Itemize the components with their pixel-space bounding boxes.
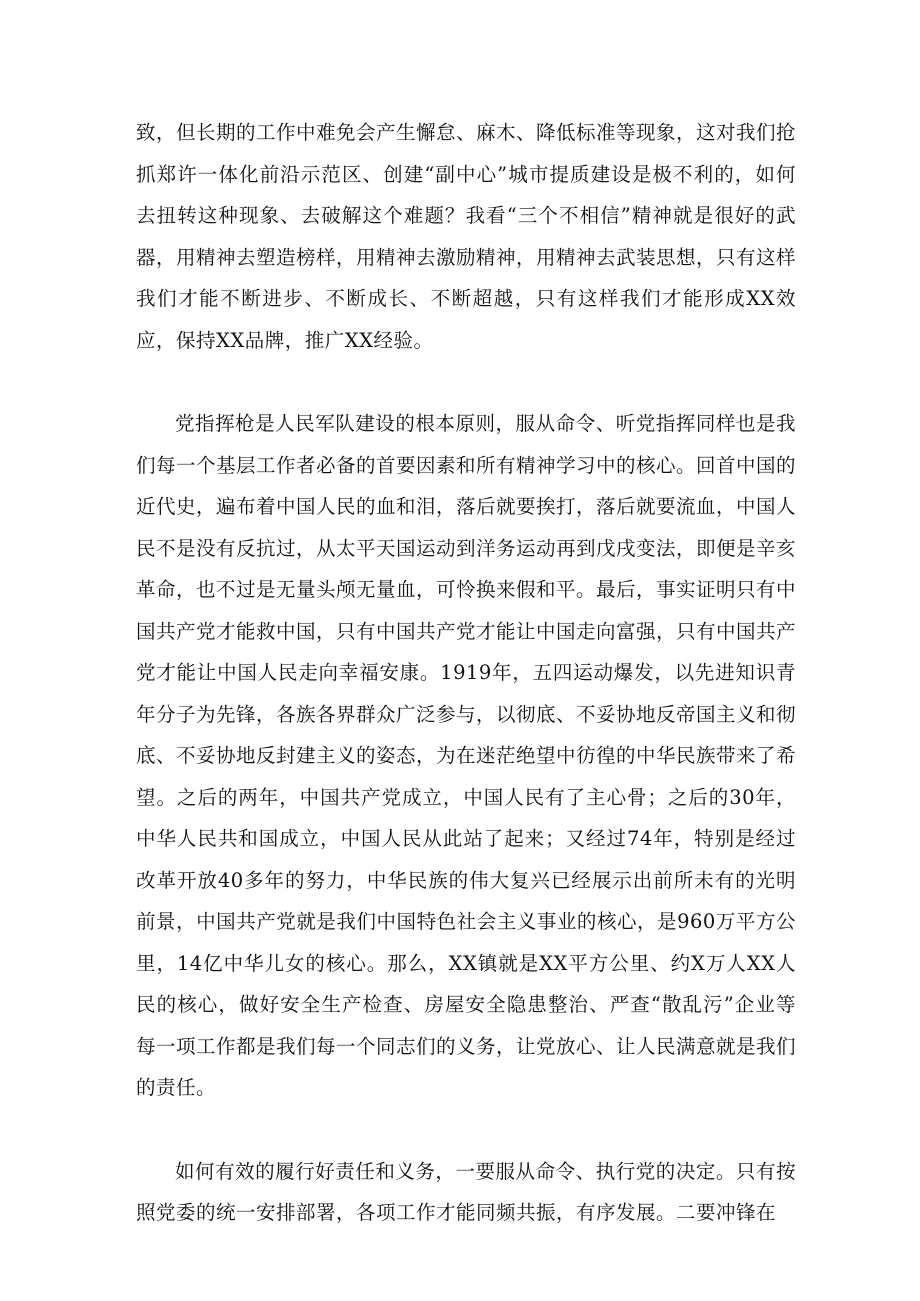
paragraph-3: 如何有效的履行好责任和义务，一要服从命令、执行党的决定。只有按照党委的统一安排部署，各项工作才能同频共振，有序发展。二要冲锋在 [136, 1159, 796, 1224]
paragraph-2: 党指挥枪是人民军队建设的根本原则，服从命令、听党指挥同样也是我们每一个基层工作者必备的首要因素和所有精神学习中的核心。回首中国的近代史，遍布着中国人民的血和泪，落后就要挨打，落后就要流血，中国人民不是没有反抗过，从太平天国运动到洋务运动再到戊戌变法，即便是辛亥革命，也不过是无量头颅无量血，可怜换来假和平。最后，事实证明只有中国共产党才能救中国，只有中国共产党才能让中国走向富强，只有中国共产党才能让中国人民走向幸福安康。1919年，五四运动爆发，以先进知识青年分子为先锋，各族各界群众广泛参与，以彻底、不妥协地反帝国主义和彻底、不妥协地反封建主义的姿态，为在迷茫绝望中彷徨的中华民族带来了希望。之后的两年，中国共产党成立，中国人民有了主心骨；之后的30年，中华人民共和国成立，中国人民从此站了起来；又经过74年，特别是经过改革开放40多年的努力，中华民族的伟大复兴已经展示出前所未有的光明前景，中国共产党就是我们中国特色社会主义事业的核心，是960万平方公里，14亿中华儿女的核心。那么，XX镇就是XX平方公里、约X万人XX人民的核心，做好安全生产检查、房屋安全隐患整治、严查“散乱污”企业等每一项工作都是我们每一个同志们的义务，让党放心、让人民满意就是我们的责任。 [136, 412, 797, 1099]
document-body [136, 112, 796, 1234]
paragraph-1: 致，但长期的工作中难免会产生懈怠、麻木、降低标准等现象，这对我们抢抓郑许一体化前沿示范区、创建“副中心”城市提质建设是极不利的，如何去扭转这种现象、去破解这个难题？我看“三个不相信”精神就是很好的武器，用精神去塑造榜样，用精神去激励精神，用精神去武装思想，只有这样我们才能不断进步、不断成长、不断超越，只有这样我们才能形成XX效应，保持XX品牌，推广XX经验。 [136, 121, 797, 352]
